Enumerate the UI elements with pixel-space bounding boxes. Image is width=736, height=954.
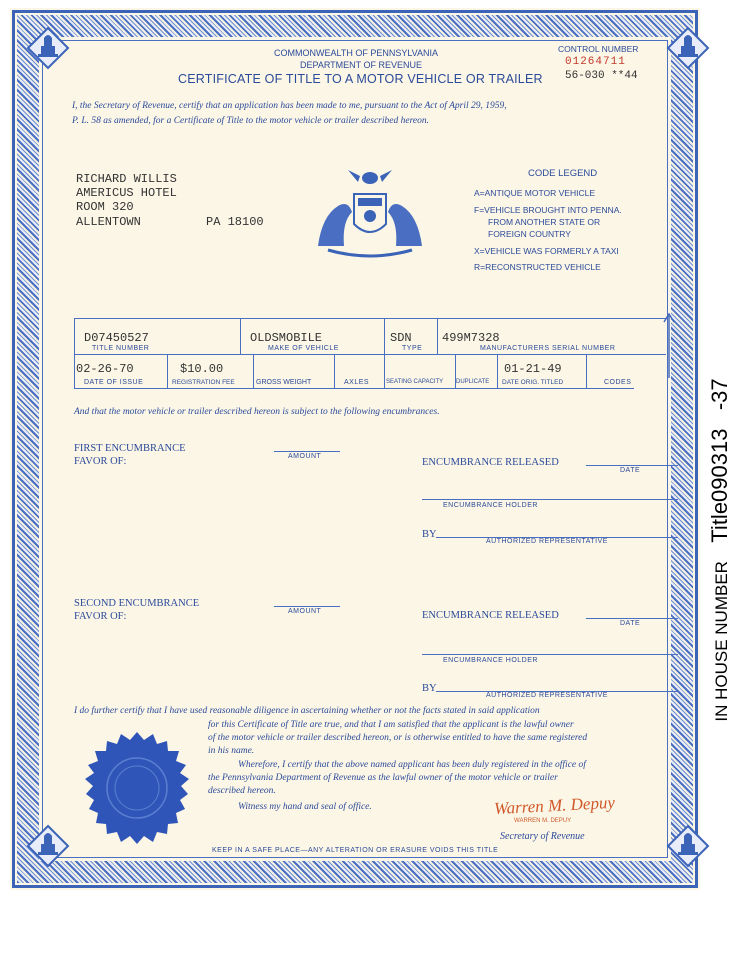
table-bottom-rule — [74, 388, 634, 389]
first-holder-label: ENCUMBRANCE HOLDER — [443, 502, 538, 509]
code-legend-r: R=RECONSTRUCTED VEHICLE — [474, 262, 601, 272]
second-amount-rule — [274, 606, 340, 607]
date-of-issue-value: 02-26-70 — [76, 362, 134, 376]
certify-line-1: I, the Secretary of Revenue, certify that an application has been made to me, pursuant to the Act of April 29, 1959, — [72, 101, 507, 111]
table-divider — [240, 318, 241, 354]
footer-warning: KEEP IN A SAFE PLACE—ANY ALTERATION OR ERASURE VOIDS THIS TITLE — [212, 847, 499, 854]
table-divider — [334, 354, 335, 388]
in-house-suffix: -37 — [706, 378, 732, 411]
table-divider — [497, 354, 498, 388]
agency-line-1: COMMONWEALTH OF PENNSYLVANIA — [274, 48, 439, 58]
second-favor-of-label: FAVOR OF: — [74, 611, 127, 622]
first-amount-label: AMOUNT — [288, 453, 322, 460]
encumbrance-intro: And that the motor vehicle or trailer described hereon is subject to the following encumbrances. — [74, 407, 440, 417]
control-suffix: 56-030 **44 — [565, 70, 638, 82]
capitol-corner-icon — [664, 24, 712, 72]
signature-office: Secretary of Revenue — [500, 831, 585, 842]
further-line-3: of the motor vehicle or trailer described hereon, or is otherwise entitled to have the same registered — [208, 733, 588, 743]
control-number-label: CONTROL NUMBER — [558, 44, 639, 54]
code-legend-a: A=ANTIQUE MOTOR VEHICLE — [474, 188, 595, 198]
wherefore-line-3: described hereon. — [208, 786, 276, 796]
in-house-stamp — [703, 320, 736, 780]
second-rep-label: AUTHORIZED REPRESENTATIVE — [486, 692, 608, 699]
second-by-label: BY — [422, 683, 437, 694]
table-divider — [437, 318, 438, 354]
type-label: TYPE — [402, 345, 423, 352]
registration-fee-label: REGISTRATION FEE — [172, 379, 235, 386]
second-holder-rule — [422, 654, 678, 655]
table-divider — [253, 354, 254, 388]
gross-weight-label: GROSS WEIGHT — [256, 379, 312, 386]
capitol-corner-icon — [664, 822, 712, 870]
title-number-value: D07450527 — [84, 331, 149, 345]
official-seal-icon — [72, 722, 202, 852]
further-line-2: for this Certificate of Title are true, and that I am satisfied that the applicant is the lawful owner — [208, 720, 574, 730]
wherefore-line-2: the Pennsylvania Department of Revenue as the lawful owner of the motor vehicle or trailer — [208, 773, 558, 783]
arrow-up-icon — [662, 310, 676, 380]
table-top-rule — [74, 318, 666, 319]
duplicate-label: DUPLICATE — [456, 379, 490, 385]
second-encumbrance-heading: SECOND ENCUMBRANCE — [74, 598, 200, 609]
code-legend-title: CODE LEGEND — [528, 168, 598, 179]
first-by-label: BY — [422, 529, 437, 540]
codes-label: CODES — [604, 379, 632, 386]
date-of-issue-label: DATE OF ISSUE — [84, 379, 144, 386]
owner-name: RICHARD WILLIS — [76, 172, 177, 186]
first-date-label: DATE — [620, 467, 641, 474]
make-value: OLDSMOBILE — [250, 331, 323, 345]
table-divider — [586, 354, 587, 388]
control-number: 01264711 — [565, 56, 626, 68]
date-orig-titled-value: 01-21-49 — [504, 362, 562, 376]
axles-label: AXLES — [344, 379, 370, 386]
first-date-rule — [586, 465, 678, 466]
code-legend-f-cont-2: FOREIGN COUNTRY — [488, 229, 571, 239]
code-legend-x: X=VEHICLE WAS FORMERLY A TAXI — [474, 246, 619, 256]
table-mid-rule — [74, 354, 666, 355]
first-favor-of-label: FAVOR OF: — [74, 456, 127, 467]
code-legend-f-cont-1: FROM ANOTHER STATE OR — [488, 217, 601, 227]
title-number-label: TITLE NUMBER — [92, 345, 150, 352]
date-orig-titled-label: DATE ORIG. TITLED — [502, 379, 564, 386]
in-house-label: IN HOUSE NUMBER — [711, 561, 731, 722]
first-rep-label: AUTHORIZED REPRESENTATIVE — [486, 538, 608, 545]
type-value: SDN — [390, 331, 412, 345]
owner-city: ALLENTOWN — [76, 215, 141, 229]
code-legend-f: F=VEHICLE BROUGHT INTO PENNA. — [474, 205, 622, 215]
owner-address-line-3: ROOM 320 — [76, 200, 134, 214]
further-line-4: in his name. — [208, 746, 255, 756]
first-amount-rule — [274, 451, 340, 452]
second-holder-label: ENCUMBRANCE HOLDER — [443, 657, 538, 664]
first-released-label: ENCUMBRANCE RELEASED — [422, 457, 559, 468]
first-holder-rule — [422, 499, 678, 500]
seating-capacity-label: SEATING CAPACITY — [386, 379, 444, 385]
capitol-corner-icon — [24, 24, 72, 72]
signature-printed-name: WARREN M. DEPUY — [514, 818, 572, 824]
page-title: CERTIFICATE OF TITLE TO A MOTOR VEHICLE OR TRAILER — [178, 72, 543, 86]
in-house-number: Title090313 — [706, 428, 732, 543]
second-date-rule — [586, 618, 678, 619]
registration-fee-value: $10.00 — [180, 362, 224, 376]
serial-label: MANUFACTURERS SERIAL NUMBER — [480, 345, 616, 352]
second-amount-label: AMOUNT — [288, 608, 322, 615]
make-label: MAKE OF VEHICLE — [268, 345, 339, 352]
wherefore-line-1: Wherefore, I certify that the above named applicant has been duly registered in the office of — [238, 760, 586, 770]
table-divider — [74, 318, 75, 388]
agency-line-2: DEPARTMENT OF REVENUE — [300, 60, 423, 70]
capitol-corner-icon — [24, 822, 72, 870]
table-divider — [384, 318, 385, 388]
further-line-1: I do further certify that I have used reasonable diligence in ascertaining whether or not the facts stated in said application — [74, 706, 540, 716]
second-date-label: DATE — [620, 620, 641, 627]
owner-state-zip: PA 18100 — [206, 215, 264, 229]
coat-of-arms-icon — [308, 166, 432, 258]
signature-script: Warren M. Depuy — [493, 792, 616, 819]
certify-line-2: P. L. 58 as amended, for a Certificate of Title to the motor vehicle or trailer described hereon. — [72, 116, 430, 126]
first-encumbrance-heading: FIRST ENCUMBRANCE — [74, 443, 186, 454]
table-divider — [167, 354, 168, 388]
second-released-label: ENCUMBRANCE RELEASED — [422, 610, 559, 621]
witness-line: Witness my hand and seal of office. — [238, 802, 372, 812]
owner-address-line-2: AMERICUS HOTEL — [76, 186, 177, 200]
serial-value: 499M7328 — [442, 331, 500, 345]
